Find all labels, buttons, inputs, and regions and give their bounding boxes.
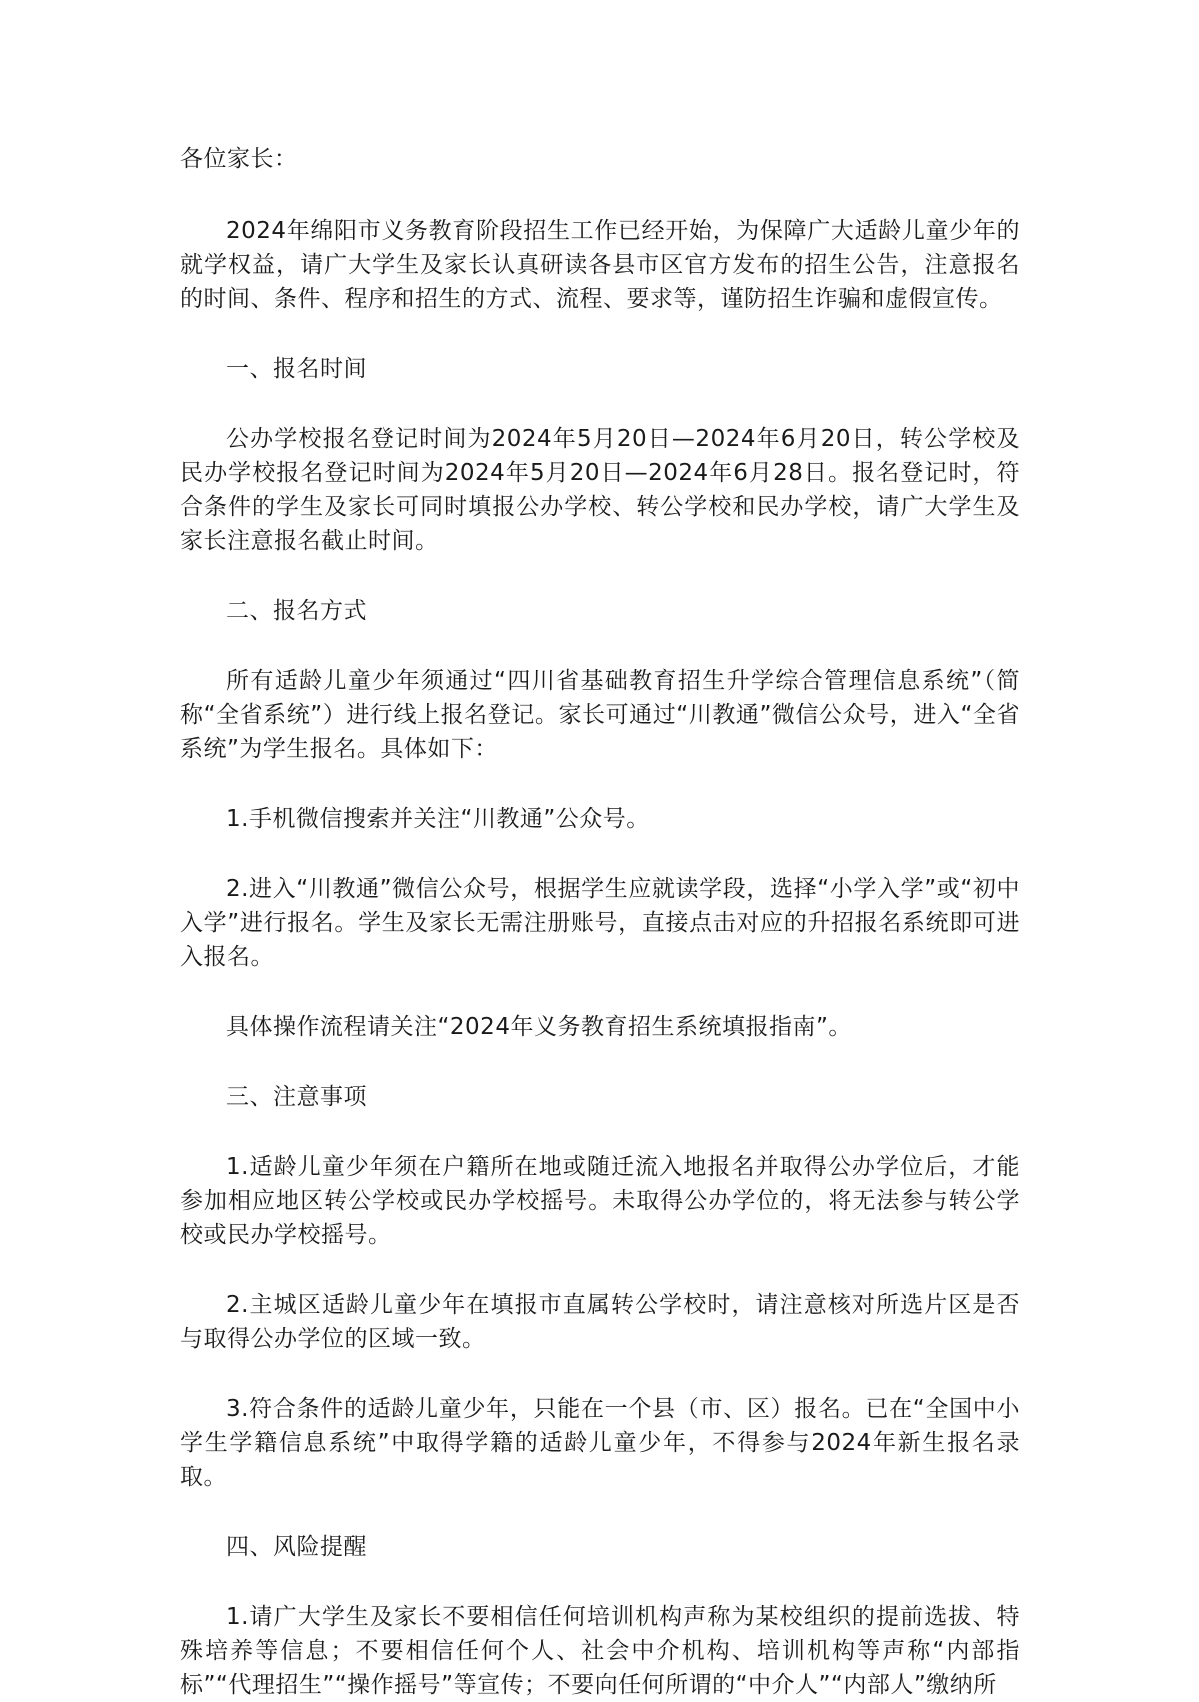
notes-item-1: 1.适龄儿童少年须在户籍所在地或随迁流入地报名并取得公办学位后，才能参加相应地区转公学校或民办学校摇号。未取得公办学位的，将无法参与转公学校或民办学校摇号。 <box>180 1154 1020 1248</box>
section-heading-notes: 三、注意事项 <box>226 1084 367 1110</box>
registration-time-paragraph: 公办学校报名登记时间为2024年5月20日—2024年6月20日，转公学校及民办学校报名登记时间为2024年5月20日—2024年6月28日。报名登记时，符合条件的学生及家长可同时填报公办学校、转公学校和民办学校，请广大学生及家长注意报名截止时间。 <box>180 426 1020 554</box>
intro-paragraph: 2024年绵阳市义务教育阶段招生工作已经开始，为保障广大适龄儿童少年的就学权益，请广大学生及家长认真研读各县市区官方发布的招生公告，注意报名的时间、条件、程序和招生的方式、流程、要求等，谨防招生诈骗和虚假宣传。 <box>180 218 1020 312</box>
notes-item-3: 3.符合条件的适龄儿童少年，只能在一个县（市、区）报名。已在“全国中小学生学籍信息系统”中取得学籍的适龄儿童少年，不得参与2024年新生报名录取。 <box>180 1396 1020 1490</box>
section-heading-registration-time: 一、报名时间 <box>226 356 367 382</box>
risk-reminder-item-1: 1.请广大学生及家长不要相信任何培训机构声称为某校组织的提前选拔、特殊培养等信息；不要相信任何个人、社会中介机构、培训机构等声称“内部指标”“代理招生”“操作摇号”等宣传；不要向任何所谓的“中介人”“内部人”缴纳所 <box>180 1604 1020 1698</box>
notes-item-2: 2.主城区适龄儿童少年在填报市直属转公学校时，请注意核对所选片区是否与取得公办学位的区域一致。 <box>180 1292 1020 1352</box>
registration-method-paragraph: 所有适龄儿童少年须通过“四川省基础教育招生升学综合管理信息系统”（简称“全省系统”）进行线上报名登记。家长可通过“川教通”微信公众号，进入“全省系统”为学生报名。具体如下： <box>180 668 1020 762</box>
section-heading-risk-reminder: 四、风险提醒 <box>226 1534 367 1560</box>
section-heading-registration-method: 二、报名方式 <box>226 598 367 624</box>
registration-method-guide: 具体操作流程请关注“2024年义务教育招生系统填报指南”。 <box>226 1014 852 1040</box>
registration-method-step-2: 2.进入“川教通”微信公众号，根据学生应就读学段，选择“小学入学”或“初中入学”进行报名。学生及家长无需注册账号，直接点击对应的升招报名系统即可进入报名。 <box>180 876 1020 970</box>
salutation: 各位家长： <box>180 146 298 172</box>
registration-method-step-1: 1.手机微信搜索并关注“川教通”公众号。 <box>226 806 650 832</box>
document-body <box>180 142 1020 1702</box>
